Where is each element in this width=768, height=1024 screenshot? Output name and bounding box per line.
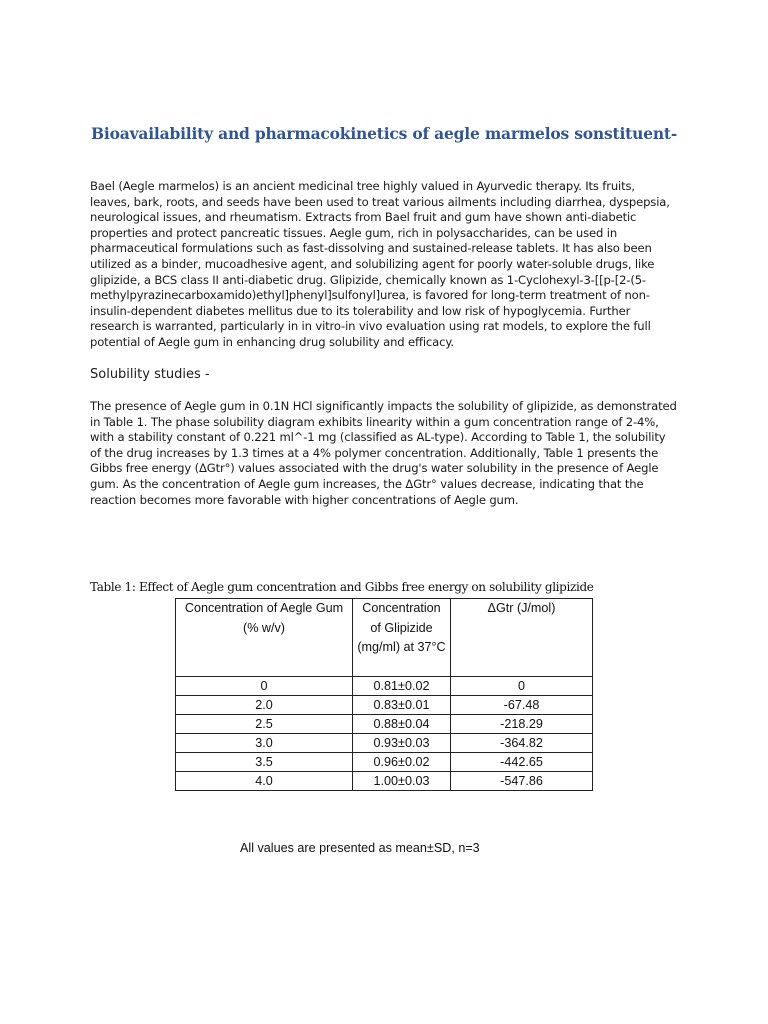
solubility-line: gum. As the concentration of Aegle gum increases, the ΔGtr° values decrease, indicating that the [90,476,644,491]
cell-glipizide: 0.83±0.01 [353,696,451,715]
table-row [176,715,593,734]
solubility-line: reaction becomes more favorable with higher concentrations of Aegle gum. [90,492,519,507]
solubility-paragraph [90,399,690,508]
intro-line: utilized as a binder, mucoadhesive agent, and solubilizing agent for poorly water-soluble drugs, like [90,256,655,271]
table-row [176,677,593,696]
table-caption: Table 1: Effect of Aegle gum concentration and Gibbs free energy on solubility glipizide [90,580,594,594]
solubility-line: in Table 1. The phase solubility diagram exhibits linearity within a gum concentration range of 2-4%, [90,414,659,429]
cell-gum: 0 [176,677,353,696]
intro-line: Bael (Aegle marmelos) is an ancient medicinal tree highly valued in Ayurvedic therapy. Its fruits, [90,179,635,193]
table-header-row [176,599,593,677]
intro-line: methylpyrazinecarboxamido)ethyl]phenyl]sulfonyl]urea, is favored for long-term treatment of non- [90,288,650,303]
cell-gtr: -364.82 [451,734,593,753]
intro-line: leaves, bark, roots, and seeds have been used to treat various ailments including diarrhea, dyspepsia, [90,194,670,209]
intro-line: glipizide, a BCS class II anti-diabetic drug. Glipizide, chemically known as 1-Cyclohexyl-3-[[p-[2-(5- [90,272,646,287]
intro-line: neurological issues, and rheumatism. Extracts from Bael fruit and gum have shown anti-diabetic [90,210,637,225]
cell-gum: 3.5 [176,753,353,772]
cell-gum: 4.0 [176,772,353,791]
cell-gtr: -218.29 [451,715,593,734]
intro-line: research is warranted, particularly in in vitro-in vivo evaluation using rat models, to explore the full [90,319,651,334]
header-glipizide-concentration: Concentration of Glipizide (mg/ml) at 37°C [353,599,451,677]
cell-glipizide: 1.00±0.03 [353,772,451,791]
cell-gtr: 0 [451,677,593,696]
cell-gum: 2.0 [176,696,353,715]
solubility-table [175,598,593,791]
table-footnote: All values are presented as mean±SD, n=3 [240,841,480,855]
cell-glipizide: 0.81±0.02 [353,677,451,696]
cell-glipizide: 0.88±0.04 [353,715,451,734]
table-row [176,772,593,791]
table-row [176,696,593,715]
section-heading: Solubility studies - [90,367,210,382]
solubility-line: The presence of Aegle gum in 0.1N HCl significantly impacts the solubility of glipizide, as demonstrated [90,399,677,413]
cell-gtr: -547.86 [451,772,593,791]
intro-line: potential of Aegle gum in enhancing drug solubility and efficacy. [90,334,454,349]
intro-line: pharmaceutical formulations such as fast-dissolving and sustained-release tablets. It has also been [90,241,652,256]
cell-gum: 2.5 [176,715,353,734]
cell-gum: 3.0 [176,734,353,753]
solubility-line: with a stability constant of 0.221 ml^-1 mg (classified as AL-type). According to Table 1, the solubility [90,430,666,445]
table-row [176,753,593,772]
header-delta-gtr: ΔGtr (J/mol) [451,599,593,677]
solubility-line: of the drug increases by 1.3 times at a 4% polymer concentration. Additionally, Table 1 presents the [90,445,659,460]
cell-gtr: -442.65 [451,753,593,772]
table-row [176,734,593,753]
cell-glipizide: 0.96±0.02 [353,753,451,772]
document-title: Bioavailability and pharmacokinetics of aegle marmelos sonstituent- [91,124,678,143]
cell-glipizide: 0.93±0.03 [353,734,451,753]
intro-paragraph [90,179,690,351]
intro-line: properties and protect pancreatic tissues. Aegle gum, rich in polysaccharides, can be used in [90,225,618,240]
header-gum-concentration: Concentration of Aegle Gum (% w/v) [176,599,353,677]
intro-line: insulin-dependent diabetes mellitus due to its tolerability and low risk of hypoglycemia. Further [90,303,631,318]
cell-gtr: -67.48 [451,696,593,715]
solubility-line: Gibbs free energy (ΔGtr°) values associated with the drug's water solubility in the presence of Aegle [90,461,659,476]
